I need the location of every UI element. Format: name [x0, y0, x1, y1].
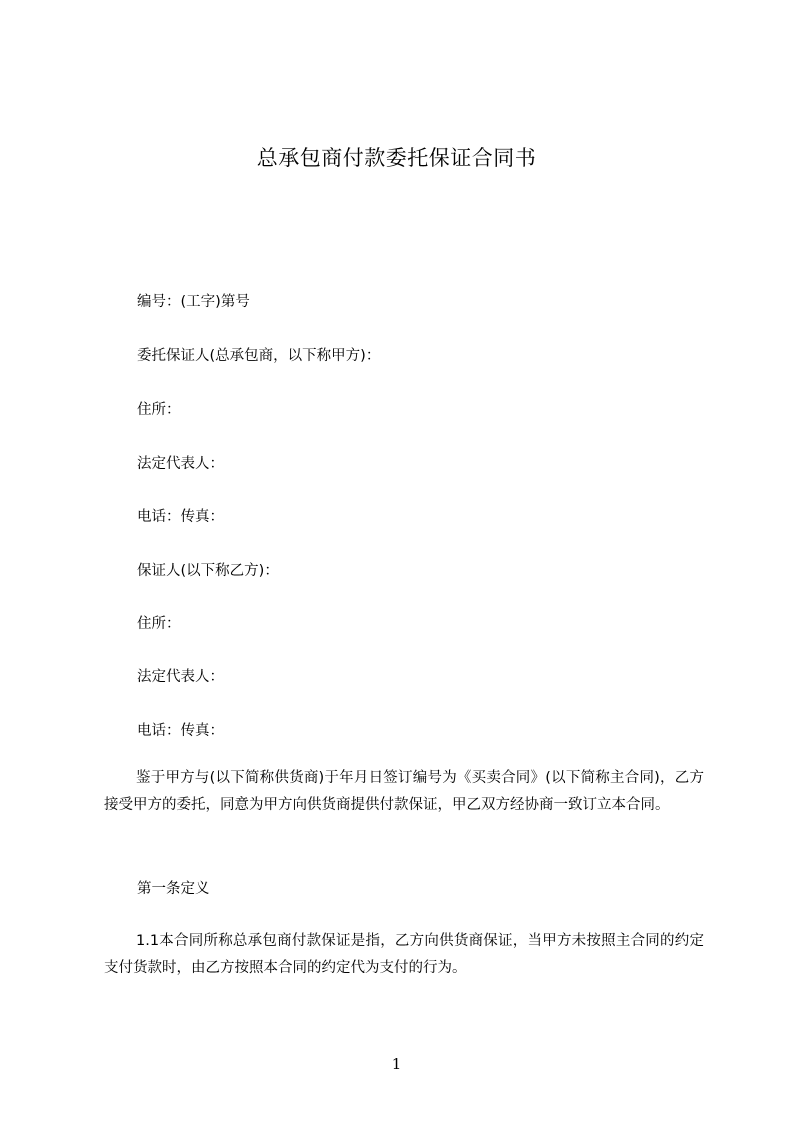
contract-number-field: 编号：(工字)第号 — [137, 294, 250, 310]
clause-paragraph: 1.1本合同所称总承包商付款保证是指，乙方向供货商保证，当甲方未按照主合同的约定支付货款时，由乙方按照本合同的约定代为支付的行为。 — [104, 933, 704, 976]
page-number: 1 — [391, 1055, 402, 1073]
guarantor-address-field: 住所： — [137, 616, 181, 632]
intro-paragraph: 鉴于甲方与(以下简称供货商)于年月日签订编号为《买卖合同》(以下简称主合同)，乙方接受甲方的委托，同意为甲方向供货商提供付款保证，甲乙双方经协商一致订立本合同。 — [104, 770, 704, 813]
guarantor-field: 保证人(以下称乙方)： — [137, 563, 279, 579]
guarantor-representative-field: 法定代表人： — [137, 669, 224, 685]
principal-field: 委托保证人(总承包商，以下称甲方)： — [137, 348, 381, 364]
principal-phone-fax-field: 电话：传真： — [137, 509, 224, 525]
principal-address-field: 住所： — [137, 402, 181, 418]
guarantor-phone-fax-field: 电话：传真： — [137, 723, 224, 739]
document-title: 总承包商付款委托保证合同书 — [256, 146, 537, 170]
principal-representative-field: 法定代表人： — [137, 456, 224, 472]
article-heading: 第一条定义 — [137, 881, 210, 897]
